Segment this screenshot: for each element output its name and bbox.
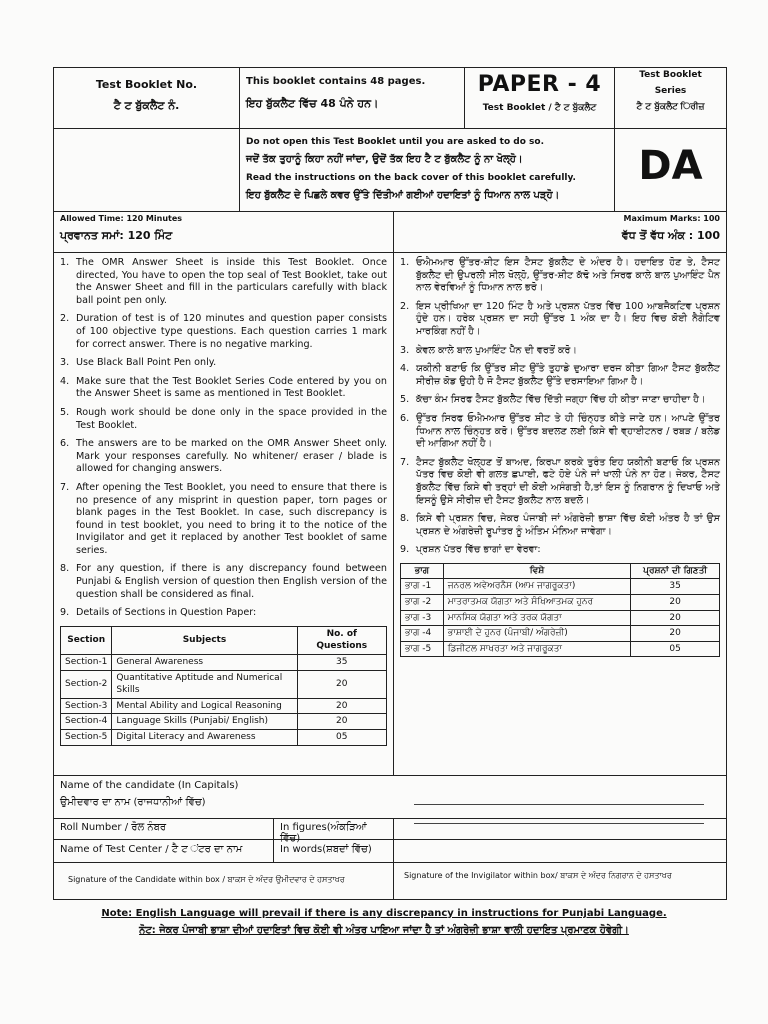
section-table-header: No. of Questions <box>297 626 387 654</box>
instruction-number: 5. <box>60 406 70 418</box>
notice-line-1: Do not open this Test Booklet until you are asked to do so. <box>246 137 544 147</box>
section-table-header: Section <box>61 626 112 654</box>
instruction-text: For any question, if there is any discrepancy found between Punjabi & English version of question then English version of the question shall be considered as final. <box>76 563 387 600</box>
instruction-number: 5. <box>400 394 410 406</box>
instruction-pa-6 <box>400 413 720 451</box>
candidate-name-label: Name of the candidate (In Capitals) <box>60 780 239 791</box>
candidate-name-labels <box>54 776 394 818</box>
instruction-text: ਓਐਮਆਰ ਉੱਤਰ-ਸ਼ੀਟ ਇਸ ਟੈਸਟ ਬੁੱਕਲੈਟ ਦੇ ਅੰਦਰ ਹੈ। ਹਦਾਇਤ ਹੋਣ ਤੇ, ਟੈਸਟ ਬੁੱਕਲੈਟ ਦੀ ਉਪਰਲੀ ਸੀਲ ਖੋਲ੍ਹੋ, ਉੱਤਰ-ਸ਼ੀਟ ਕੱਢੋ ਅਤੇ ਸਿਰਫ ਕਾਲੇ ਬਾਲ ਪੁਆਇੰਟ ਪੈਨ ਨਾਲ ਵੇਰਵਿਆਂ ਨੂੰ ਧਿਆਨ ਨਾਲ ਭਰੋ। <box>416 257 720 294</box>
section-table-pa-cell: ਜਨਰਲ ਅਵੇਅਰਨੈਸ (ਆਮ ਜਾਗਰੂਕਤਾ) <box>443 579 631 595</box>
series-code: DA <box>638 143 703 189</box>
series-label-1: Test Booklet <box>639 70 702 80</box>
instruction-en-6 <box>60 438 387 476</box>
section-table-pa-cell: ਮਾਨਸਿਕ ਯੋਗਤਾ ਅਤੇ ਤਰਕ ਯੋਗਤਾ <box>443 610 631 626</box>
cover-sheet <box>53 67 727 900</box>
instruction-number: 2. <box>60 313 70 325</box>
section-table-pa-header: ਵਿਸ਼ੇ <box>443 563 631 579</box>
instructions-punjabi <box>394 253 726 775</box>
section-table-pa-row <box>401 579 720 595</box>
instructions-english <box>54 253 394 775</box>
section-table-pa-cell: ਭਾਸ਼ਾਈ ਦੇ ਹੁਨਰ (ਪੰਜਾਬੀ/ ਅੰਗਰੇਜ਼ੀ) <box>443 626 631 642</box>
paper-title: PAPER - 4 <box>477 72 602 97</box>
instruction-text: ਟੈਸਟ ਬੁੱਕਲੈਟ ਖੋਲ੍ਹਣ ਤੋਂ ਬਾਅਦ, ਕਿਰਪਾ ਕਰਕੇ ਤੁਰੰਤ ਇਹ ਯਕੀਨੀ ਬਣਾਓ ਕਿ ਪ੍ਰਸ਼ਨ ਪੱਤਰ ਵਿਚ ਕੋਈ ਵੀ ਗਲਤ ਛਪਾਈ, ਫਟੇ ਹੋਏ ਪੰਨੇ ਜਾਂ ਖਾਲੀ ਪੰਨੇ ਨਾ ਹੋਣ। ਜੇਕਰ, ਟੈਸਟ ਬੁੱਕਲੈਟ ਵਿੱਚ ਕਿਸੇ ਵੀ ਤਰ੍ਹਾਂ ਦੀ ਕੋਈ ਅਸੰਗਤੀ ਹੈ,ਤਾਂ ਇਸ ਨੂੰ ਨਿਗਰਾਨ ਨੂੰ ਦਿਖਾਓ ਅਤੇ ਇਸਨੂੰ ਉਸੇ ਸੀਰੀਜ਼ ਦੀ ਟੈਸਟ ਬੁੱਕਲੈਟ ਨਾਲ ਬਦਲੋ। <box>416 456 720 506</box>
section-table-row <box>61 714 387 730</box>
instruction-pa-5 <box>400 394 720 407</box>
section-table-row <box>61 698 387 714</box>
instruction-number: 7. <box>400 456 410 468</box>
signature-row <box>54 863 726 899</box>
instruction-number: 8. <box>60 563 70 575</box>
section-table-pa-cell: ਭਾਗ -5 <box>401 641 444 657</box>
section-table-pa-row <box>401 595 720 611</box>
time-allowed-pa: ਪ੍ਰਵਾਨਤ ਸਮਾਂ: 120 ਮਿੰਟ <box>60 229 173 242</box>
section-table-cell: Section-3 <box>61 698 112 714</box>
paper-subtitle: Test Booklet / ਟੈ ਟ ਬੁੱਕਲੈਟ <box>482 103 597 113</box>
instruction-number: 4. <box>60 375 70 387</box>
instruction-text: After opening the Test Booklet, you need to ensure that there is no presence of any misprint in question paper, torn pages or blank pages in the Test Booklet. In case, such discrepancy is found in test booklet, you need to bring it to the notice of the Invigilator and get it replaced by another Test booklet of same series. <box>76 481 387 556</box>
section-table-pa-cell: ਡਿਜੀਟਲ ਸਾਖਰਤਾ ਅਤੇ ਜਾਗਰੂਕਤਾ <box>443 641 631 657</box>
section-table-header: Subjects <box>112 626 297 654</box>
signature-candidate: Signature of the Candidate within box / ਬਾਕਸ ਦੇ ਅੰਦਰ ਉਮੀਦਵਾਰ ਦੇ ਹਸਤਾਖਰ <box>54 863 394 899</box>
instruction-en-4 <box>60 376 387 401</box>
instruction-en-1 <box>60 257 387 307</box>
section-table-cell: Language Skills (Punjabi/ English) <box>112 714 297 730</box>
section-table-cell: Quantitative Aptitude and Numerical Skills <box>112 670 297 698</box>
candidate-name-row <box>54 776 726 819</box>
section-table-cell: 20 <box>297 670 387 698</box>
instruction-number: 9. <box>60 607 70 619</box>
roll-row <box>54 819 726 844</box>
section-table-row <box>61 670 387 698</box>
time-row <box>54 212 726 253</box>
section-table-cell: Section-1 <box>61 655 112 671</box>
instruction-pa-3 <box>400 345 720 358</box>
instruction-text: ਇਸ ਪ੍ਰੀਖਿਆ ਦਾ 120 ਮਿੰਟ ਹੈ ਅਤੇ ਪ੍ਰਸ਼ਨ ਪੱਤਰ ਵਿੱਚ 100 ਆਬਜੈਕਟਿਵ ਪ੍ਰਸ਼ਨ ਹੁੰਦੇ ਹਨ। ਹਰੇਕ ਪ੍ਰਸ਼ਨ ਦਾ ਸਹੀ ਉੱਤਰ 1 ਅੰਕ ਦਾ ਹੈ। ਇਹ ਵਿਚ ਕੋਈ ਨੈਗੇਟਿਵ ਮਾਰਕਿੰਗ ਨਹੀਂ ਹੈ। <box>416 300 720 337</box>
pages-text-pa: ਇਹ ਬੁੱਕਲੈਟ ਵਿੱਚ 48 ਪੰਨੇ ਹਨ। <box>246 97 379 110</box>
section-table-cell: Section-2 <box>61 670 112 698</box>
candidate-name-label-pa: ਉਮੀਦਵਾਰ ਦਾ ਨਾਮ (ਰਾਜਧਾਨੀਆਂ ਵਿੱਚ) <box>60 797 206 808</box>
candidate-name-field[interactable] <box>394 776 726 818</box>
instruction-text: ਕੱਚਾ ਕੰਮ ਸਿਰਫ ਟੈਸਟ ਬੁੱਕਲੈਟ ਵਿੱਚ ਦਿੱਤੀ ਜਗ੍ਹਾ ਵਿੱਚ ਹੀ ਕੀਤਾ ਜਾਣਾ ਚਾਹੀਦਾ ਹੈ। <box>416 394 706 406</box>
series-box <box>614 68 726 128</box>
center-label: Name of Test Center / ਟੈ ਟ ਂਟਰ ਦਾ ਨਾਮ <box>54 840 274 862</box>
instruction-pa-8 <box>400 513 720 538</box>
instruction-number: 1. <box>400 257 410 268</box>
section-table-pa-cell: 05 <box>631 641 720 657</box>
section-table-pa-cell: 20 <box>631 626 720 642</box>
instruction-en-2 <box>60 313 387 351</box>
instruction-pa-2 <box>400 301 720 339</box>
section-table-cell: Section-5 <box>61 730 112 746</box>
notice-box <box>239 129 614 211</box>
instruction-text: ਯਕੀਨੀ ਬਣਾਓ ਕਿ ਉੱਤਰ ਸ਼ੀਟ ਉੱਤੇ ਤੁਹਾਡੇ ਦੁਆਰਾ ਦਰਜ ਕੀਤਾ ਗਿਆ ਟੈਸਟ ਬੁੱਕਲੈਟ ਸੀਰੀਜ਼ ਕੋਡ ਉਹੀ ਹੈ ਜੋ ਟੈਸਟ ਬੁੱਕਲੈਟ ਉੱਤੇ ਦਰਸਾਇਆ ਗਿਆ ਹੈ। <box>416 363 720 387</box>
roll-figures-label: In figures(ਅੰਕੜਿਆਂ ਵਿੱਚ) <box>274 819 394 839</box>
section-table-pa-row <box>401 641 720 657</box>
section-table-pa-header: ਭਾਗ <box>401 563 444 579</box>
series-label-pa: ਟੈ ਟ ਬੁੱਕਲੈਟ ਿਰੀਜ਼ <box>636 102 705 112</box>
section-table-pa-header: ਪ੍ਰਸ਼ਨਾਂ ਦੀ ਗਿਣਤੀ <box>631 563 720 579</box>
section-table-row <box>61 730 387 746</box>
instruction-number: 4. <box>400 363 410 375</box>
section-table-cell: Digital Literacy and Awareness <box>112 730 297 746</box>
notice-row <box>54 129 726 212</box>
paper-box <box>464 68 614 128</box>
section-table-cell: General Awareness <box>112 655 297 671</box>
section-table-cell: 05 <box>297 730 387 746</box>
instruction-number: 7. <box>60 481 70 493</box>
pages-box <box>239 68 464 128</box>
section-table-pa-cell: ਭਾਗ -2 <box>401 595 444 611</box>
booklet-no-label: Test Booklet No. <box>95 78 198 91</box>
instruction-text: Details of Sections in Question Paper: <box>76 607 257 619</box>
instruction-number: 9. <box>400 544 410 556</box>
section-table-row <box>61 655 387 671</box>
time-allowed-box <box>54 212 394 252</box>
section-table-pa-cell: ਮਾਤਰਾਤਮਕ ਯੋਗਤਾ ਅਤੇ ਸੰਖਿਆਤਮਕ ਹੁਨਰ <box>443 595 631 611</box>
instruction-number: 6. <box>400 412 410 424</box>
footer-note: Note: English Language will prevail if there is any discrepancy in instructions for Punjabi Language. <box>101 908 667 919</box>
max-marks-pa: ਵੱਧ ਤੋਂ ਵੱਧ ਅੰਕ : 100 <box>621 229 720 242</box>
section-table-cell: 35 <box>297 655 387 671</box>
instruction-number: 2. <box>400 300 410 312</box>
footer-notes <box>0 908 768 936</box>
instruction-text: Duration of test is of 120 minutes and question paper consists of 100 objective type questions. Each question carries 1 mark for correct answer. There is no negative marking. <box>76 313 387 350</box>
series-label-2: Series <box>654 86 687 96</box>
center-row <box>54 840 726 863</box>
section-table-pa-row <box>401 610 720 626</box>
instruction-en-8 <box>60 563 387 601</box>
instruction-number: 8. <box>400 513 410 525</box>
section-table-pa-cell: ਭਾਗ -1 <box>401 579 444 595</box>
instruction-text: Make sure that the Test Booklet Series Code entered by you on the Answer Sheet is same as mentioned in Test Booklet. <box>76 375 387 400</box>
section-table-cell: Section-4 <box>61 714 112 730</box>
roll-label: Roll Number / ਰੋਲ ਨੰਬਰ <box>54 819 274 839</box>
section-table-cell: 20 <box>297 698 387 714</box>
instruction-en-9 <box>60 607 387 620</box>
instruction-number: 1. <box>60 257 70 268</box>
instruction-text: ਕਿਸੇ ਵੀ ਪ੍ਰਸ਼ਨ ਵਿਚ, ਜੇਕਰ ਪੰਜਾਬੀ ਜਾਂ ਅੰਗਰੇਜ਼ੀ ਭਾਸ਼ਾ ਵਿੱਚ ਕੋਈ ਅੰਤਰ ਹੈ ਤਾਂ ਉਸ ਪ੍ਰਸ਼ਨ ਦੇ ਅੰਗਰੇਜ਼ੀ ਰੂਪਾਂਤਰ ਨੂੰ ਅੰਤਿਮ ਮੰਨਿਆ ਜਾਵੇਗਾ। <box>416 513 720 537</box>
series-code-box <box>614 129 726 211</box>
booklet-no-label-pa: ਟੈ ਟ ਬੁੱਕਲੈਟ ਨੰ. <box>113 99 180 112</box>
instruction-en-7 <box>60 482 387 558</box>
max-marks: Maximum Marks: 100 <box>623 214 720 223</box>
instruction-text: The OMR Answer Sheet is inside this Test Booklet. Once directed, You have to open the top seal of Test Booklet, take out the Answer Sheet and fill in the particulars carefully with black ball point pen only. <box>76 257 387 306</box>
signature-invigilator: Signature of the Invigilator within box/ ਬਾਕਸ ਦੇ ਅੰਦਰ ਨਿਗਰਾਨ ਦੇ ਹਸਤਾਖਰ <box>404 871 672 880</box>
roll-words-label: In words(ਸ਼ਬਦਾਂ ਵਿੱਚ) <box>274 840 394 862</box>
instruction-pa-4 <box>400 363 720 388</box>
section-table-pa-row <box>401 626 720 642</box>
section-table-cell: 20 <box>297 714 387 730</box>
instruction-text: ਪ੍ਰਸ਼ਨ ਪੱਤਰ ਵਿੱਚ ਭਾਗਾਂ ਦਾ ਵੇਰਵਾ: <box>416 544 541 556</box>
instruction-text: Rough work should be done only in the space provided in the Test Booklet. <box>76 406 387 431</box>
instruction-number: 3. <box>400 344 410 356</box>
instruction-text: ਕੇਵਲ ਕਾਲੇ ਬਾਲ ਪੁਆਇੰਟ ਪੈੱਨ ਦੀ ਵਰਤੋਂ ਕਰੋ। <box>416 344 577 356</box>
notice-spacer <box>54 129 239 211</box>
roll-figures-field[interactable] <box>394 819 726 839</box>
instruction-text: The answers are to be marked on the OMR Answer Sheet only. Mark your responses carefully. No whitener/ eraser / blade is allowed for changing answers. <box>76 438 387 475</box>
notice-line-3: Read the instructions on the back cover of this booklet carefully. <box>246 173 576 183</box>
section-table-pa-cell: ਭਾਗ -4 <box>401 626 444 642</box>
section-table-pa-cell: ਭਾਗ -3 <box>401 610 444 626</box>
section-table-cell: Mental Ability and Logical Reasoning <box>112 698 297 714</box>
section-table-pa-cell: 20 <box>631 610 720 626</box>
instruction-en-5 <box>60 407 387 432</box>
instruction-text: ਉੱਤਰ ਸਿਰਫ ਓਐਮਆਰ ਉੱਤਰ ਸ਼ੀਟ ਤੇ ਹੀ ਚਿੰਨ੍ਹਤ ਕੀਤੇ ਜਾਣੇ ਹਨ। ਆਪਣੇ ਉੱਤਰ ਧਿਆਨ ਨਾਲ ਚਿੰਨ੍ਹਤ ਕਰੋ। ਉੱਤਰ ਬਦਲਣ ਲਈ ਕਿਸੇ ਵੀ ਵ੍ਹਾਈਟਨਰ / ਰਬੜ / ਬਲੇਡ ਦੀ ਆਗਿਆ ਨਹੀਂ ਹੈ। <box>416 412 720 450</box>
instruction-pa-1 <box>400 257 720 295</box>
instructions-row <box>54 253 726 776</box>
notice-line-4: ਇਹ ਬੁੱਕਲੈਟ ਦੇ ਪਿਛਲੇ ਕਵਰ ਉੱਤੇ ਦਿੱਤੀਆਂ ਗਈਆਂ ਹਦਾਇਤਾਂ ਨੂੰ ਧਿਆਨ ਨਾਲ ਪੜ੍ਹੋ। <box>246 190 560 201</box>
roll-words-field[interactable] <box>394 840 726 862</box>
instruction-number: 3. <box>60 357 70 369</box>
instruction-pa-7 <box>400 457 720 507</box>
sections-table <box>60 626 387 746</box>
sections-table-pa <box>400 563 720 658</box>
instruction-text: Use Black Ball Point Pen only. <box>76 357 217 369</box>
notice-line-2: ਜਦੋਂ ਤੱਕ ਤੁਹਾਨੂੰ ਕਿਹਾ ਨਹੀਂ ਜਾਂਦਾ, ਉਦੋਂ ਤੱਕ ਇਹ ਟੈ ਟ ਬੁੱਕਲੈਟ ਨੂੰ ਨਾ ਖੋਲ੍ਹੋ। <box>246 154 523 165</box>
section-table-pa-cell: 35 <box>631 579 720 595</box>
max-marks-box <box>394 212 726 252</box>
pages-text: This booklet contains 48 pages. <box>246 76 426 87</box>
header-row <box>54 68 726 129</box>
time-allowed: Allowed Time: 120 Minutes <box>60 214 183 223</box>
section-table-pa-cell: 20 <box>631 595 720 611</box>
footer-note-pa: ਨੋਟ: ਜੇਕਰ ਪੰਜਾਬੀ ਭਾਸ਼ਾ ਦੀਆਂ ਹਦਾਇਤਾਂ ਵਿਚ ਕੋਈ ਵੀ ਅੰਤਰ ਪਾਇਆ ਜਾਂਦਾ ਹੈ ਤਾਂ ਅੰਗਰੇਜ਼ੀ ਭਾਸ਼ਾ ਵਾਲੀ ਹਦਾਇਤ ਪ੍ਰਮਾਣਕ ਹੋਵੇਗੀ। <box>139 925 629 936</box>
booklet-no-box <box>54 68 239 128</box>
instruction-en-3 <box>60 357 387 370</box>
instruction-number: 6. <box>60 438 70 450</box>
instruction-pa-9 <box>400 544 720 557</box>
